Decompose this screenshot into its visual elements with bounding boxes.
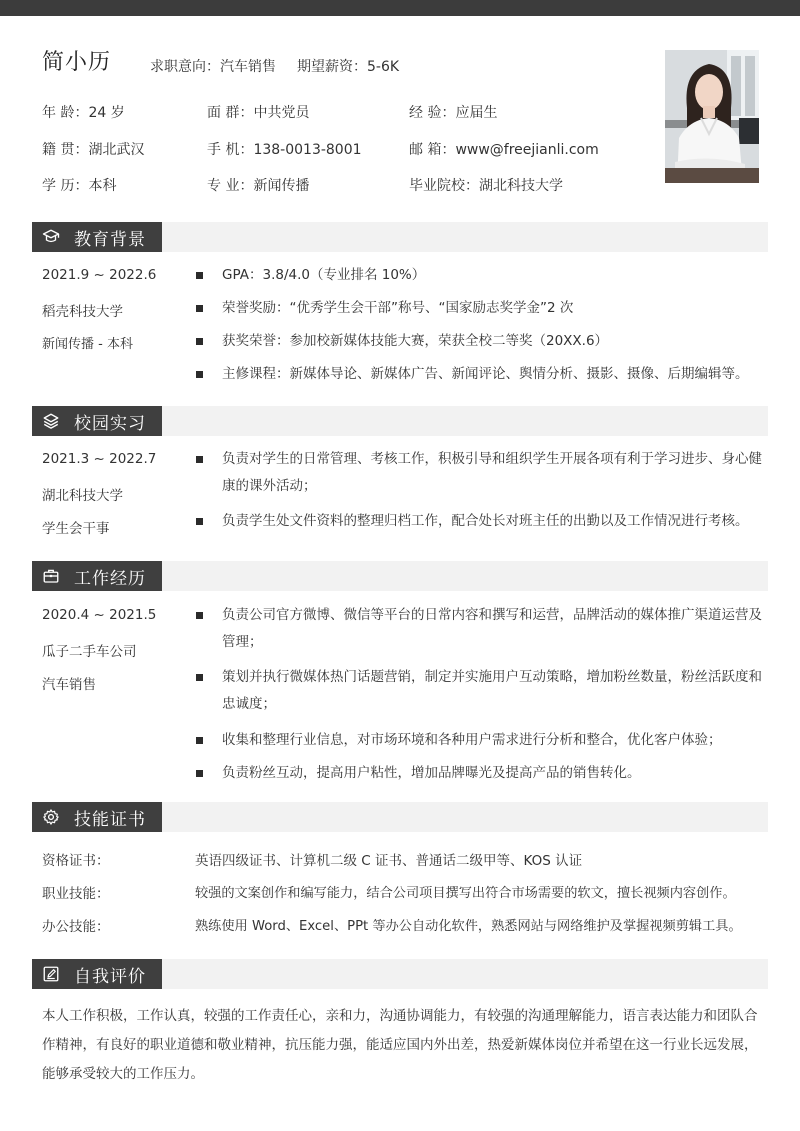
campus-item: 负责对学生的日常管理、考核工作，积极引导和组织学生开展各项有利于学习进步、身心健康的课外活动； xyxy=(222,451,762,494)
self-evaluation-text: 本人工作积极，工作认真，较强的工作责任心，亲和力，沟通协调能力，有较强的沟通理解能力，语言表达能力和团队合作精神，有良好的职业道德和敬业精神，抗压能力强，能适应国内外出差，热爱新媒体岗位并希望在这一行业长远发展，能够承受较大的工作压力。 xyxy=(42,1008,758,1082)
work-role: 汽车销售 xyxy=(42,677,96,693)
edit-icon xyxy=(42,965,60,983)
work-item: 负责公司官方微博、微信等平台的日常内容和撰写和运营，品牌活动的媒体推广渠道运营及管理； xyxy=(222,607,762,650)
bullet-marker xyxy=(196,518,203,525)
section-tab-education xyxy=(32,222,162,252)
bullet-marker xyxy=(196,674,203,681)
work-item: 策划并执行微媒体热门话题营销，制定并实施用户互动策略，增加粉丝数量，粉丝活跃度和忠诚度； xyxy=(222,669,762,712)
section-title-campus: 校园实习 xyxy=(74,413,146,434)
section-title-skills: 技能证书 xyxy=(74,809,146,830)
graduation-cap-icon xyxy=(42,228,60,246)
top-bar xyxy=(0,0,800,16)
gear-icon xyxy=(42,808,60,826)
info-hometown: 籍 贯：湖北武汉 xyxy=(42,142,145,158)
education-item: GPA：3.8/4.0（专业排名 10%） xyxy=(222,267,426,283)
bullet-marker xyxy=(196,456,203,463)
section-tab-campus xyxy=(32,406,162,436)
education-item: 获奖荣誉：参加校新媒体技能大赛，荣获全校二等奖（20XX.6） xyxy=(222,333,609,349)
section-title-self: 自我评价 xyxy=(74,966,146,987)
work-company: 瓜子二手车公司 xyxy=(42,644,137,660)
candidate-name: 简小历 xyxy=(42,50,112,75)
bullet-marker xyxy=(196,305,203,312)
work-period: 2020.4 ~ 2021.5 xyxy=(42,607,157,623)
section-title-work: 工作经历 xyxy=(74,568,146,589)
info-experience: 经 验：应届生 xyxy=(409,105,498,121)
info-major: 专 业：新闻传播 xyxy=(207,178,310,194)
skill-value: 较强的文案创作和编写能力，结合公司项目撰写出符合市场需要的软文，擅长视频内容创作。 xyxy=(195,886,736,901)
info-email: 邮 箱：www@freejianli.com xyxy=(409,142,599,158)
layers-icon xyxy=(42,412,60,430)
bullet-marker xyxy=(196,770,203,777)
education-period: 2021.9 ~ 2022.6 xyxy=(42,267,157,283)
campus-org: 湖北科技大学 xyxy=(42,488,123,504)
section-tab-skills xyxy=(32,802,162,832)
bullet-marker xyxy=(196,371,203,378)
info-age: 年 龄：24 岁 xyxy=(42,105,125,121)
education-item: 主修课程：新媒体导论、新媒体广告、新闻评论、舆情分析、摄影、摄像、后期编辑等。 xyxy=(222,366,749,382)
bullet-marker xyxy=(196,338,203,345)
job-intent: 求职意向：汽车销售 xyxy=(150,59,276,75)
skill-label: 办公技能： xyxy=(42,919,110,935)
bullet-marker xyxy=(196,737,203,744)
section-tab-self xyxy=(32,959,162,989)
work-item: 负责粉丝互动，提高用户粘性，增加品牌曝光及提高产品的销售转化。 xyxy=(222,765,641,781)
profile-photo xyxy=(665,50,759,183)
info-school: 毕业院校：湖北科技大学 xyxy=(409,178,563,194)
section-header-work xyxy=(32,561,768,591)
info-degree: 学 历：本科 xyxy=(42,178,117,194)
section-tab-work xyxy=(32,561,162,591)
campus-role: 学生会干事 xyxy=(42,521,110,537)
skill-label: 职业技能： xyxy=(42,886,110,902)
info-politics: 面 群：中共党员 xyxy=(207,105,310,121)
section-header-education xyxy=(32,222,768,252)
briefcase-icon xyxy=(42,567,60,585)
section-header-campus xyxy=(32,406,768,436)
bullet-marker xyxy=(196,272,203,279)
education-item: 荣誉奖励：“优秀学生会干部”称号、“国家励志奖学金”2 次 xyxy=(222,300,574,316)
info-phone: 手 机：138-0013-8001 xyxy=(207,142,362,158)
skill-value: 英语四级证书、计算机二级 C 证书、普通话二级甲等、KOS 认证 xyxy=(195,853,583,869)
skill-label: 资格证书： xyxy=(42,853,110,869)
education-major: 新闻传播 - 本科 xyxy=(42,337,133,352)
skill-value: 熟练使用 Word、Excel、PPt 等办公自动化软件，熟悉网站与网络维护及掌握视频剪辑工具。 xyxy=(195,919,742,934)
section-title-education: 教育背景 xyxy=(74,229,146,250)
campus-period: 2021.3 ~ 2022.7 xyxy=(42,451,157,467)
section-header-skills xyxy=(32,802,768,832)
campus-item: 负责学生处文件资料的整理归档工作，配合处长对班主任的出勤以及工作情况进行考核。 xyxy=(222,513,749,529)
expected-salary: 期望薪资：5-6K xyxy=(297,59,400,75)
section-header-self xyxy=(32,959,768,989)
education-school: 稻壳科技大学 xyxy=(42,304,123,320)
bullet-marker xyxy=(196,612,203,619)
work-item: 收集和整理行业信息，对市场环境和各种用户需求进行分析和整合，优化客户体验； xyxy=(222,732,722,748)
